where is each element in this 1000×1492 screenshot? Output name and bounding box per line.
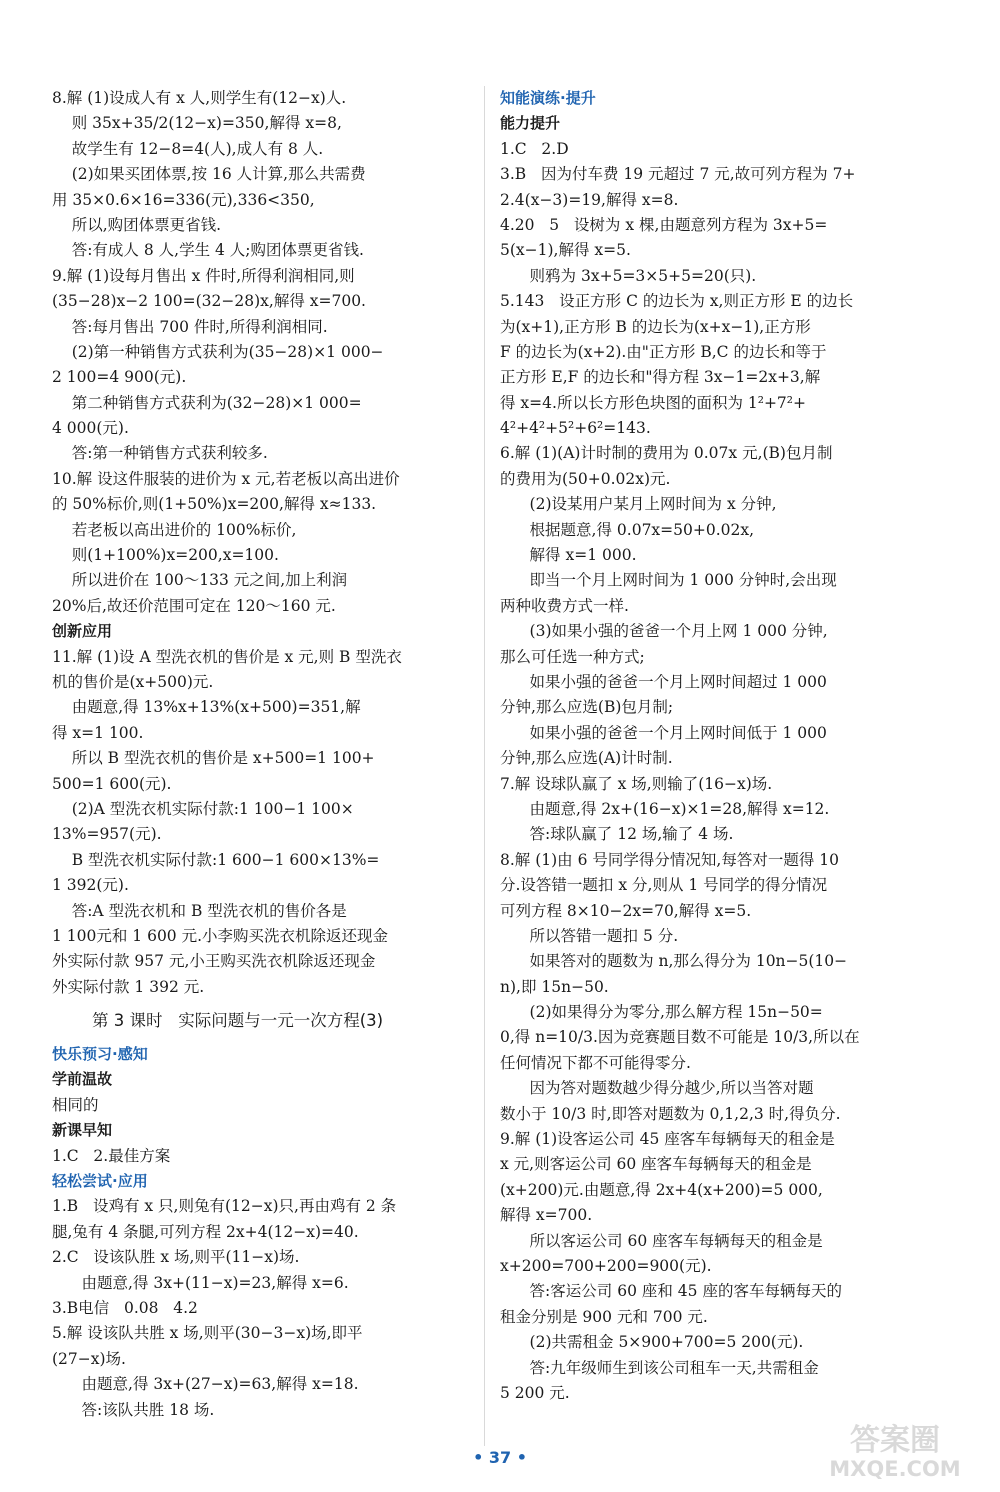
text-line: (2)如果得分为零分,那么解方程 15n−50= [500,1003,823,1022]
text-line: 得 x=1 100. [52,723,144,742]
text-line: 腿,兔有 4 条腿,可列方程 2x+4(12−x)=40. [52,1222,359,1241]
text-line: 如果小强的爸爸一个月上网时间超过 1 000 [500,672,827,691]
text-line: n),即 15n−50. [500,977,609,996]
text-line: (2)共需租金 5×900+700=5 200(元). [500,1333,804,1352]
text-line: 4.20 5 设树为 x 棵,由题意列方程为 3x+5= [500,215,828,234]
section-heading: 轻松尝试·应用 [52,1172,148,1191]
text-line: 由题意,得 3x+(27−x)=63,解得 x=18. [52,1375,359,1394]
text-line: 5.解 设该队共胜 x 场,则平(30−3−x)场,即平 [52,1324,363,1343]
text-line: 2.4(x−3)=19,解得 x=8. [500,190,679,209]
text-line: (2)设某用户某月上网时间为 x 分钟, [500,495,777,514]
text-line: (2)第一种销售方式获利为(35−28)×1 000− [52,342,384,361]
text-line: 所以答错一题扣 5 分. [500,926,679,945]
text-line: 由题意,得 3x+(11−x)=23,解得 x=6. [52,1273,349,1292]
text-line: 外实际付款 1 392 元. [52,977,205,996]
text-line: x 元,则客运公司 60 座客车每辆每天的租金是 [500,1155,812,1174]
text-line: 11.解 (1)设 A 型洗衣机的售价是 x 元,则 B 型洗衣 [52,647,402,666]
text-line: 数小于 10/3 时,即答对题数为 0,1,2,3 时,得负分. [500,1104,841,1123]
text-line: 3.B电信 0.08 4.2 [52,1298,198,1317]
text-line: 租金分别是 900 元和 700 元. [500,1307,708,1326]
text-line: 由题意,得 13%x+13%(x+500)=351,解 [52,698,361,717]
text-line: 答:A 型洗衣机和 B 型洗衣机的售价各是 [52,901,347,920]
text-line: 答:有成人 8 人,学生 4 人;购团体票更省钱. [52,241,364,260]
text-line: 7.解 设球队赢了 x 场,则输了(16−x)场. [500,774,773,793]
text-line: 20%后,故还价范围可定在 120～160 元. [52,596,336,615]
text-line: (2)A 型洗衣机实际付款:1 100−1 100× [52,799,354,818]
text-line: 5.143 设正方形 C 的边长为 x,则正方形 E 的边长 [500,292,854,311]
text-line: 若老板以高出进价的 100%标价, [52,520,297,539]
text-line: 所以 B 型洗衣机的售价是 x+500=1 100+ [52,749,375,768]
watermark-logo [804,1414,986,1484]
text-line: 答:该队共胜 18 场. [52,1400,215,1419]
text-line: 为(x+1),正方形 B 的边长为(x+x−1),正方形 [500,317,811,336]
text-line: 由题意,得 2x+(16−x)×1=28,解得 x=12. [500,799,830,818]
text-line: (27−x)场. [52,1349,126,1368]
text-line: 答:九年级师生到该公司租车一天,共需租金 [500,1358,819,1377]
text-line: 即当一个月上网时间为 1 000 分钟时,会出现 [500,571,837,590]
text-line: 1.B 设鸡有 x 只,则兔有(12−x)只,再由鸡有 2 条 [52,1197,397,1216]
column-divider [484,86,485,1446]
text-line: 得 x=4.所以长方形色块图的面积为 1²+7²+ [500,393,806,412]
text-line: 相同的 [52,1095,99,1114]
section-heading: 知能演练·提升 [500,89,596,107]
text-line: 分钟,那么应选(B)包月制; [500,698,674,717]
text-line: 4²+4²+5²+6²=143. [500,419,651,438]
text-line: 分.设答错一题扣 x 分,则从 1 号同学的得分情况 [500,876,828,895]
text-line: F 的边长为(x+2).由"正方形 B,C 的边长和等于 [500,342,827,361]
text-line: 可列方程 8×10−2x=70,解得 x=5. [500,901,752,920]
text-line: 机的售价是(x+500)元. [52,672,214,691]
left-column [52,86,470,1423]
right-column [500,86,920,1406]
text-line: 8.解 (1)由 6 号同学得分情况知,每答对一题得 10 [500,850,839,869]
text-line: 1.C 2.最佳方案 [52,1146,171,1165]
text-line: 答:每月售出 700 件时,所得利润相同. [52,317,328,336]
text-line: x+200=700+200=900(元). [500,1256,712,1275]
text-line: 分钟,那么应选(A)计时制. [500,749,673,768]
text-line: 的费用为(50+0.02x)元. [500,469,671,488]
text-line: 则鸦为 3x+5=3×5+5=20(只). [500,266,757,285]
text-line: 4 000(元). [52,419,129,438]
text-line: 的 50%标价,则(1+50%)x=200,解得 x≈133. [52,495,377,514]
text-line: 9.解 (1)设客运公司 45 座客车每辆每天的租金是 [500,1130,835,1149]
subsection-heading: 能力提升 [500,114,561,133]
text-line: 所以进价在 100～133 元之间,加上利润 [52,571,348,590]
text-line: B 型洗衣机实际付款:1 600−1 600×13%= [52,850,380,869]
text-line: 6.解 (1)(A)计时制的费用为 0.07x 元,(B)包月制 [500,444,833,463]
section-heading: 快乐预习·感知 [52,1045,148,1064]
text-line: 第二种销售方式获利为(32−28)×1 000= [52,393,362,412]
text-line: 3.B 因为付车费 19 元超过 7 元,故可列方程为 7+ [500,165,856,184]
text-line: 2 100=4 900(元). [52,368,187,387]
text-line: 1 100元和 1 600 元.小李购买洗衣机除返还现金 [52,926,389,945]
text-line: 外实际付款 957 元,小王购买洗衣机除返还现金 [52,952,376,971]
text-line: 0,得 n=10/3.因为竞赛题目数不可能是 10/3,所以在 [500,1028,860,1047]
page-number: • 37 • [473,1448,527,1467]
text-line: 用 35×0.6×16=336(元),336<350, [52,190,315,209]
text-line: 解得 x=700. [500,1206,593,1225]
text-line: 正方形 E,F 的边长和"得方程 3x−1=2x+3,解 [500,368,821,387]
text-line: 所以,购团体票更省钱. [52,215,222,234]
watermark-line2: MXQE.COM [829,1457,961,1481]
text-line: 1 392(元). [52,876,129,895]
text-line: 则 35x+35/2(12−x)=350,解得 x=8, [52,114,342,133]
text-line: 那么可任选一种方式; [500,647,645,666]
text-line: 1.C 2.D [500,139,569,158]
text-line: 所以客运公司 60 座客车每辆每天的租金是 [500,1231,823,1250]
text-line: 任何情况下都不可能得零分. [500,1053,691,1072]
text-line: (3)如果小强的爸爸一个月上网 1 000 分钟, [500,622,828,641]
text-line: 解得 x=1 000. [500,546,637,565]
text-line: 5 200 元. [500,1383,570,1402]
text-line: 8.解 (1)设成人有 x 人,则学生有(12−x)人. [52,89,347,107]
watermark-line1: 答案圈 [850,1423,940,1458]
text-line: 因为答对题数越少得分越少,所以当答对题 [500,1079,814,1098]
text-line: 13%=957(元). [52,825,162,844]
text-line: (x+200)元.由题意,得 2x+4(x+200)=5 000, [500,1180,823,1199]
subsection-heading: 创新应用 [52,622,113,641]
text-line: 则(1+100%)x=200,x=100. [52,546,279,565]
text-line: 根据题意,得 0.07x=50+0.02x, [500,520,755,539]
text-line: 10.解 设这件服装的进价为 x 元,若老板以高出进价 [52,469,400,488]
text-line: (2)如果买团体票,按 16 人计算,那么共需费 [52,165,366,184]
text-line: 5(x−1),解得 x=5. [500,241,631,260]
text-line: 两种收费方式一样. [500,596,629,615]
text-line: 2.C 设该队胜 x 场,则平(11−x)场. [52,1248,300,1267]
text-line: 如果答对的题数为 n,那么得分为 10n−5(10− [500,952,848,971]
text-line: 答:客运公司 60 座和 45 座的客车每辆每天的 [500,1282,842,1301]
text-line: 500=1 600(元). [52,774,172,793]
text-line: 9.解 (1)设每月售出 x 件时,所得利润相同,则 [52,266,355,285]
text-line: 答:第一种销售方式获利较多. [52,444,268,463]
text-line: 故学生有 12−8=4(人),成人有 8 人. [52,139,324,158]
text-line: 如果小强的爸爸一个月上网时间低于 1 000 [500,723,827,742]
subsection-heading: 新课早知 [52,1121,113,1140]
text-line: (35−28)x−2 100=(32−28)x,解得 x=700. [52,292,366,311]
text-line: 答:球队赢了 12 场,输了 4 场. [500,825,734,844]
subsection-heading: 学前温故 [52,1070,113,1089]
lesson-title: 第 3 课时 实际问题与一元一次方程(3) [92,1011,384,1031]
